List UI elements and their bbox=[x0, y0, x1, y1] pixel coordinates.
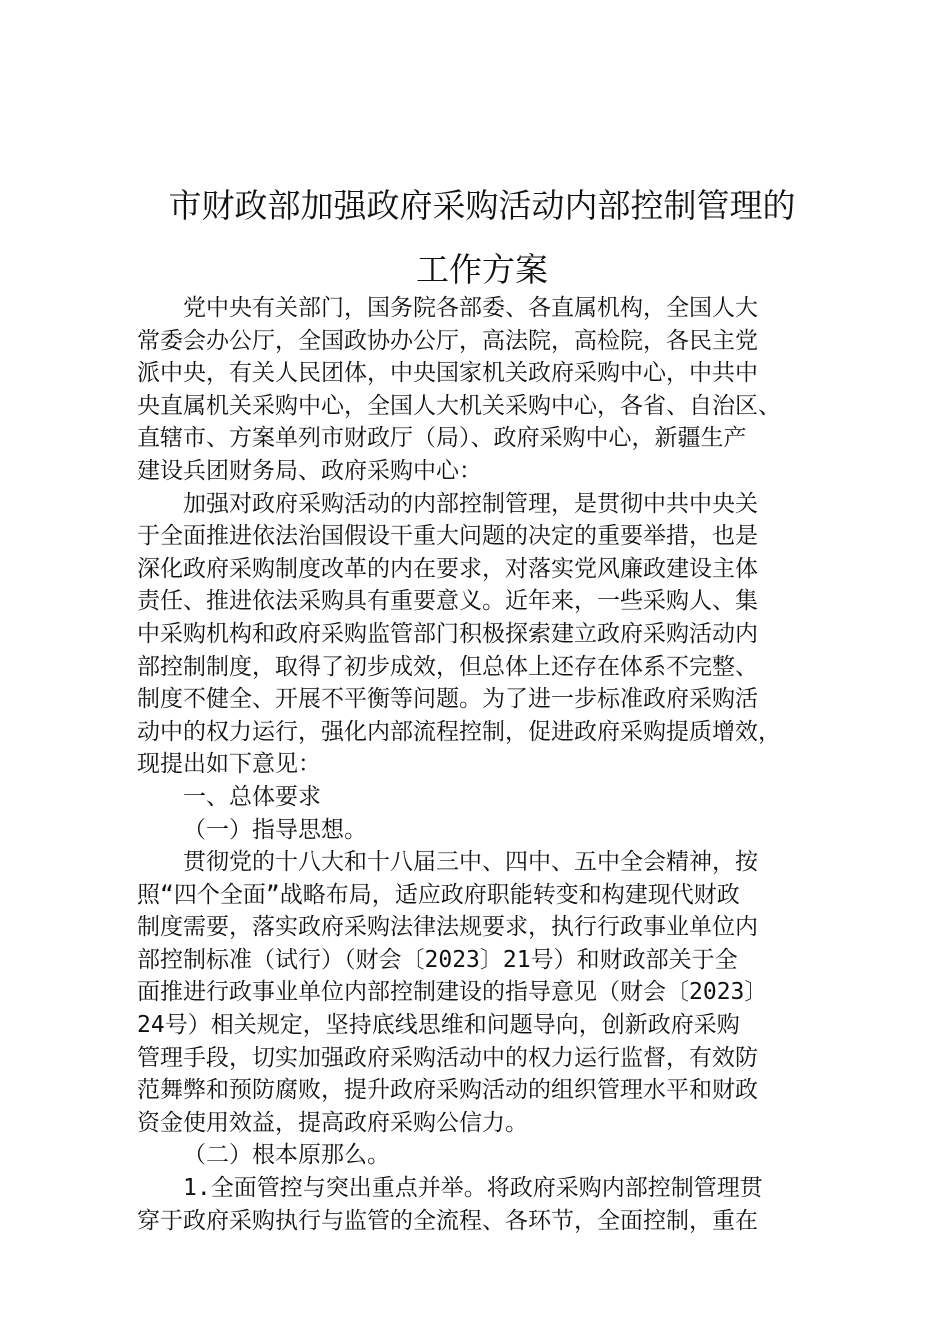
body-line: 动中的权力运行，强化内部流程控制，促进政府采购提质增效， bbox=[137, 718, 781, 745]
document-body bbox=[137, 292, 827, 1237]
body-line: 党中央有关部门，国务院各部委、各直属机构，全国人大 bbox=[183, 295, 758, 321]
body-line: 现提出如下意见： bbox=[137, 751, 321, 778]
body-line: 资金使用效益，提高政府采购公信力。 bbox=[137, 1109, 528, 1136]
body-line: 一、总体要求 bbox=[183, 783, 321, 810]
body-line: 贯彻党的十八大和十八届三中、四中、五中全会精神，按 bbox=[183, 849, 758, 876]
body-line: 央直属机关采购中心，全国人大机关采购中心，各省、自治区、 bbox=[137, 392, 781, 419]
body-line: 派中央，有关人民团体，中央国家机关政府采购中心，中共中 bbox=[137, 360, 758, 387]
body-line: 部控制标准（试行）（财会〔2023〕21号）和财政部关于全 bbox=[137, 946, 738, 973]
body-line: 于全面推进依法治国假设干重大问题的决定的重要举措，也是 bbox=[137, 523, 758, 550]
body-line: 管理手段，切实加强政府采购活动中的权力运行监督，有效防 bbox=[137, 1044, 758, 1071]
body-line: 部控制制度，取得了初步成效，但总体上还存在体系不完整、 bbox=[137, 653, 758, 680]
body-line: 制度需要，落实政府采购法律法规要求，执行行政事业单位内 bbox=[137, 914, 758, 941]
document-title-line-2: 工作方案 bbox=[416, 250, 548, 289]
body-line: 制度不健全、开展不平衡等问题。为了进一步标准政府采购活 bbox=[137, 686, 758, 713]
body-line: 常委会办公厅，全国政协办公厅，高法院，高检院，各民主党 bbox=[137, 327, 758, 354]
body-line: 范舞弊和预防腐败，提升政府采购活动的组织管理水平和财政 bbox=[137, 1077, 758, 1104]
document-title-line-1: 市财政部加强政府采购活动内部控制管理的 bbox=[168, 186, 796, 225]
body-line: 1.全面管控与突出重点并举。将政府采购内部控制管理贯 bbox=[183, 1175, 763, 1202]
body-line: （二）根本原那么。 bbox=[183, 1142, 390, 1169]
body-line: 责任、推进依法采购具有重要意义。近年来，一些采购人、集 bbox=[137, 588, 758, 615]
body-line: 穿于政府采购执行与监管的全流程、各环节，全面控制，重在 bbox=[137, 1207, 758, 1234]
body-line: 照“四个全面”战略布局，适应政府职能转变和构建现代财政 bbox=[137, 881, 740, 908]
body-line: （一）指导思想。 bbox=[183, 816, 367, 843]
body-line: 加强对政府采购活动的内部控制管理，是贯彻中共中央关 bbox=[183, 490, 758, 517]
body-line: 24号）相关规定，坚持底线思维和问题导向，创新政府采购 bbox=[137, 1012, 740, 1039]
body-line: 面推进行政事业单位内部控制建设的指导意见（财会〔2023〕 bbox=[137, 979, 768, 1006]
body-line: 中采购机构和政府采购监管部门积极探索建立政府采购活动内 bbox=[137, 620, 758, 647]
body-line: 深化政府采购制度改革的内在要求，对落实党风廉政建设主体 bbox=[137, 555, 758, 582]
body-line: 建设兵团财务局、政府采购中心： bbox=[137, 457, 482, 484]
body-line: 直辖市、方案单列市财政厅（局）、政府采购中心，新疆生产 bbox=[137, 425, 747, 452]
